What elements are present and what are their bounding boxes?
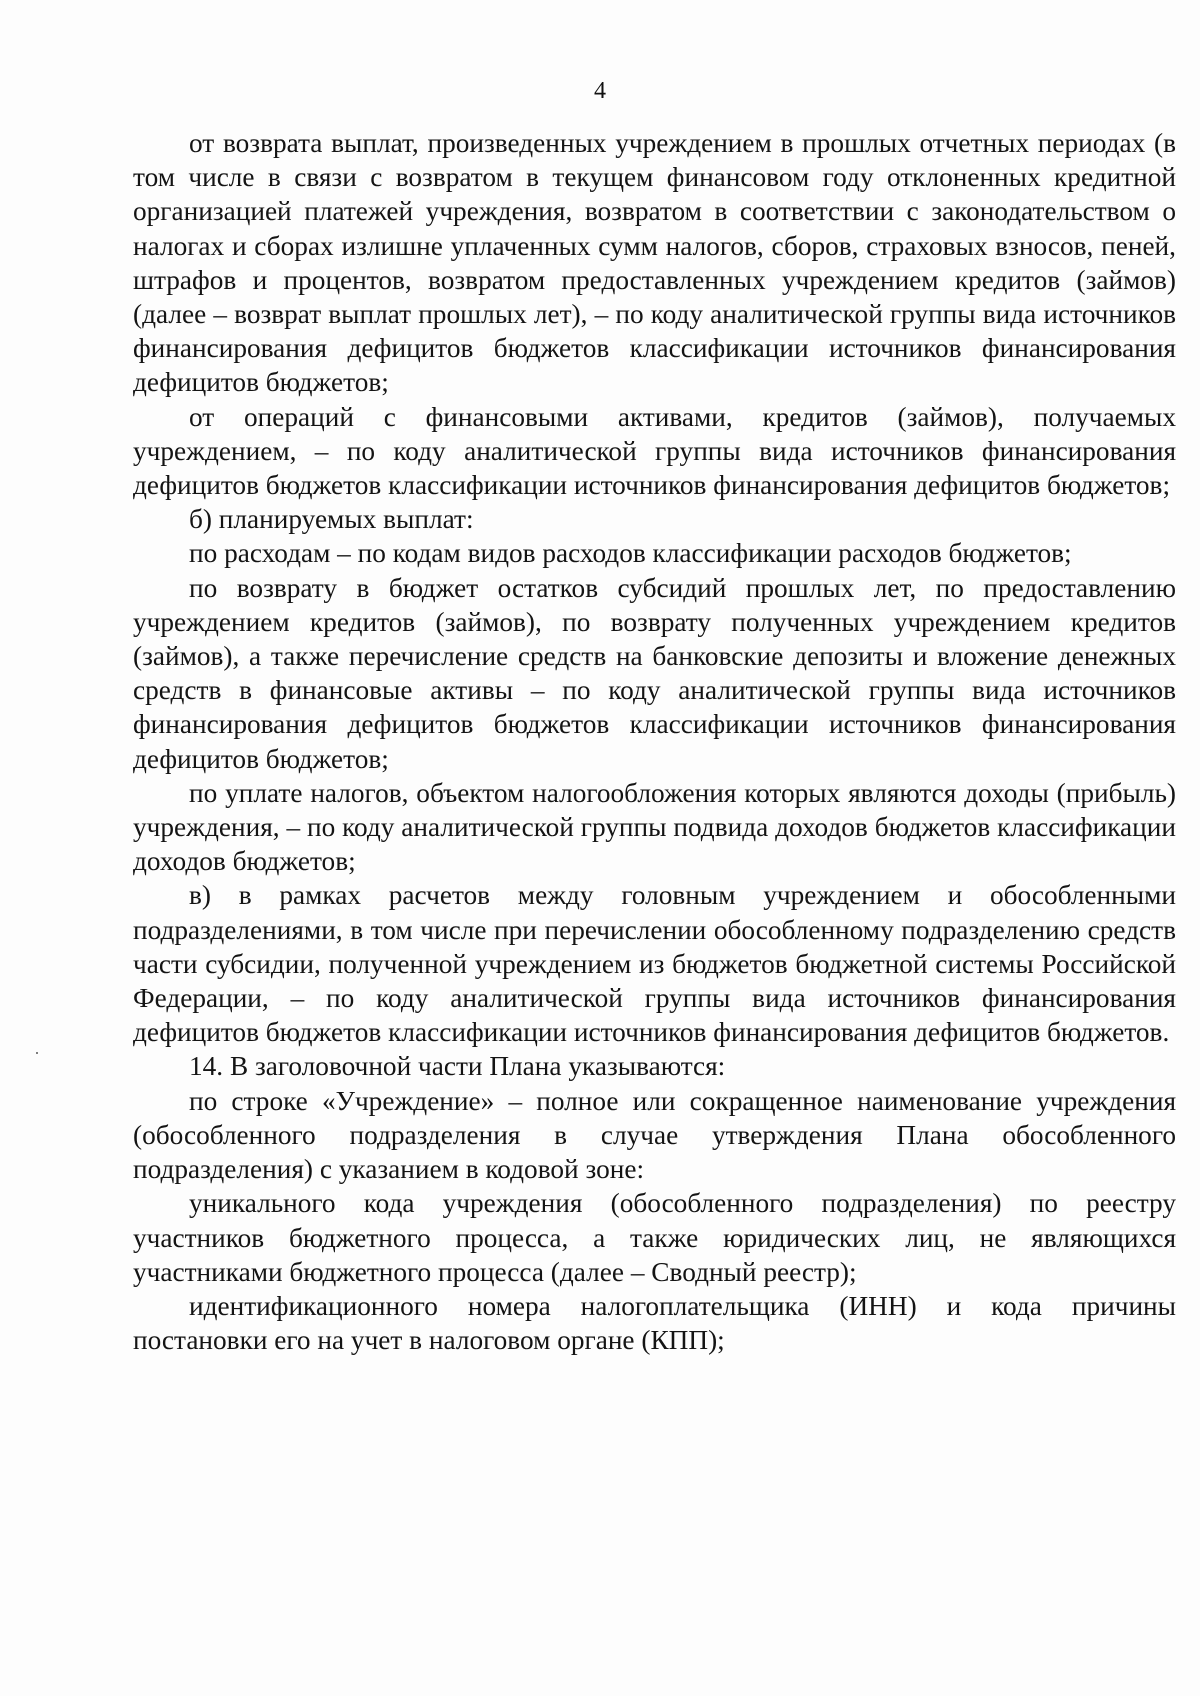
paragraph-settlements-branches: в) в рамках расчетов между головным учреждением и обособленными подразделениями, в том числе при перечислении обособленному подразделению средств части субсидии, полученной учреждением из бюджетов бюджетной системы Российской Федерации, – по коду аналитической группы вида источников финансирования дефицитов бюджетов классификации источников финансирования дефицитов бюджетов. <box>133 880 1176 1048</box>
paragraph-return-of-payments: от возврата выплат, произведенных учреждением в прошлых отчетных периодах (в том числе в связи с возвратом в текущем финансовом году отклоненных кредитной организацией платежей учреждения, возвратом в соответствии с законодательством о налогах и сборах излишне уплаченных сумм налогов, сборов, страховых взносов, пеней, штрафов и процентов, возвратом предоставленных учреждением кредитов (займов) (далее – возврат выплат прошлых лет), – по коду аналитической группы вида источников финансирования дефицитов бюджетов классификации источников финансирования дефицитов бюджетов; <box>133 128 1176 398</box>
paragraph-section-14-heading: 14. В заголовочной части Плана указываются: <box>189 1051 726 1082</box>
paragraph-expenses: по расходам – по кодам видов расходов классификации расходов бюджетов; <box>189 538 1072 569</box>
paragraph-institution-line: по строке «Учреждение» – полное или сокращенное наименование учреждения (обособленного подразделения в случае утверждения Плана обособленного подразделения) с указанием в кодовой зоне: <box>133 1085 1176 1185</box>
document-body <box>133 126 1176 1357</box>
paragraph-tax-payment: по уплате налогов, объектом налогообложения которых являются доходы (прибыль) учреждения, – по коду аналитической группы подвида доходов бюджетов классификации доходов бюджетов; <box>133 777 1176 877</box>
page-number: 4 <box>594 78 606 104</box>
paragraph-unique-code: уникального кода учреждения (обособленного подразделения) по реестру участников бюджетного процесса, а также юридических лиц, не являющихся участниками бюджетного процесса (далее – Сводный реестр); <box>133 1188 1176 1287</box>
paragraph-planned-payments-heading: б) планируемых выплат: <box>189 504 474 535</box>
paragraph-financial-assets-operations: от операций с финансовыми активами, кредитов (займов), получаемых учреждением, – по коду аналитической группы вида источников финансирования дефицитов бюджетов классификации источников финансирования дефицитов бюджетов; <box>133 401 1176 501</box>
paragraph-inn-kpp: идентификационного номера налогоплательщика (ИНН) и кода причины постановки его на учет в налоговом органе (КПП); <box>133 1290 1176 1356</box>
paragraph-subsidy-return: по возврату в бюджет остатков субсидий прошлых лет, по предоставлению учреждением кредитов (займов), по возврату полученных учреждением кредитов (займов), а также перечисление средств на банковские депозиты и вложение денежных средств в финансовые активы – по коду аналитической группы вида источников финансирования дефицитов бюджетов классификации источников финансирования дефицитов бюджетов; <box>133 572 1176 774</box>
scan-speck <box>36 1052 38 1054</box>
